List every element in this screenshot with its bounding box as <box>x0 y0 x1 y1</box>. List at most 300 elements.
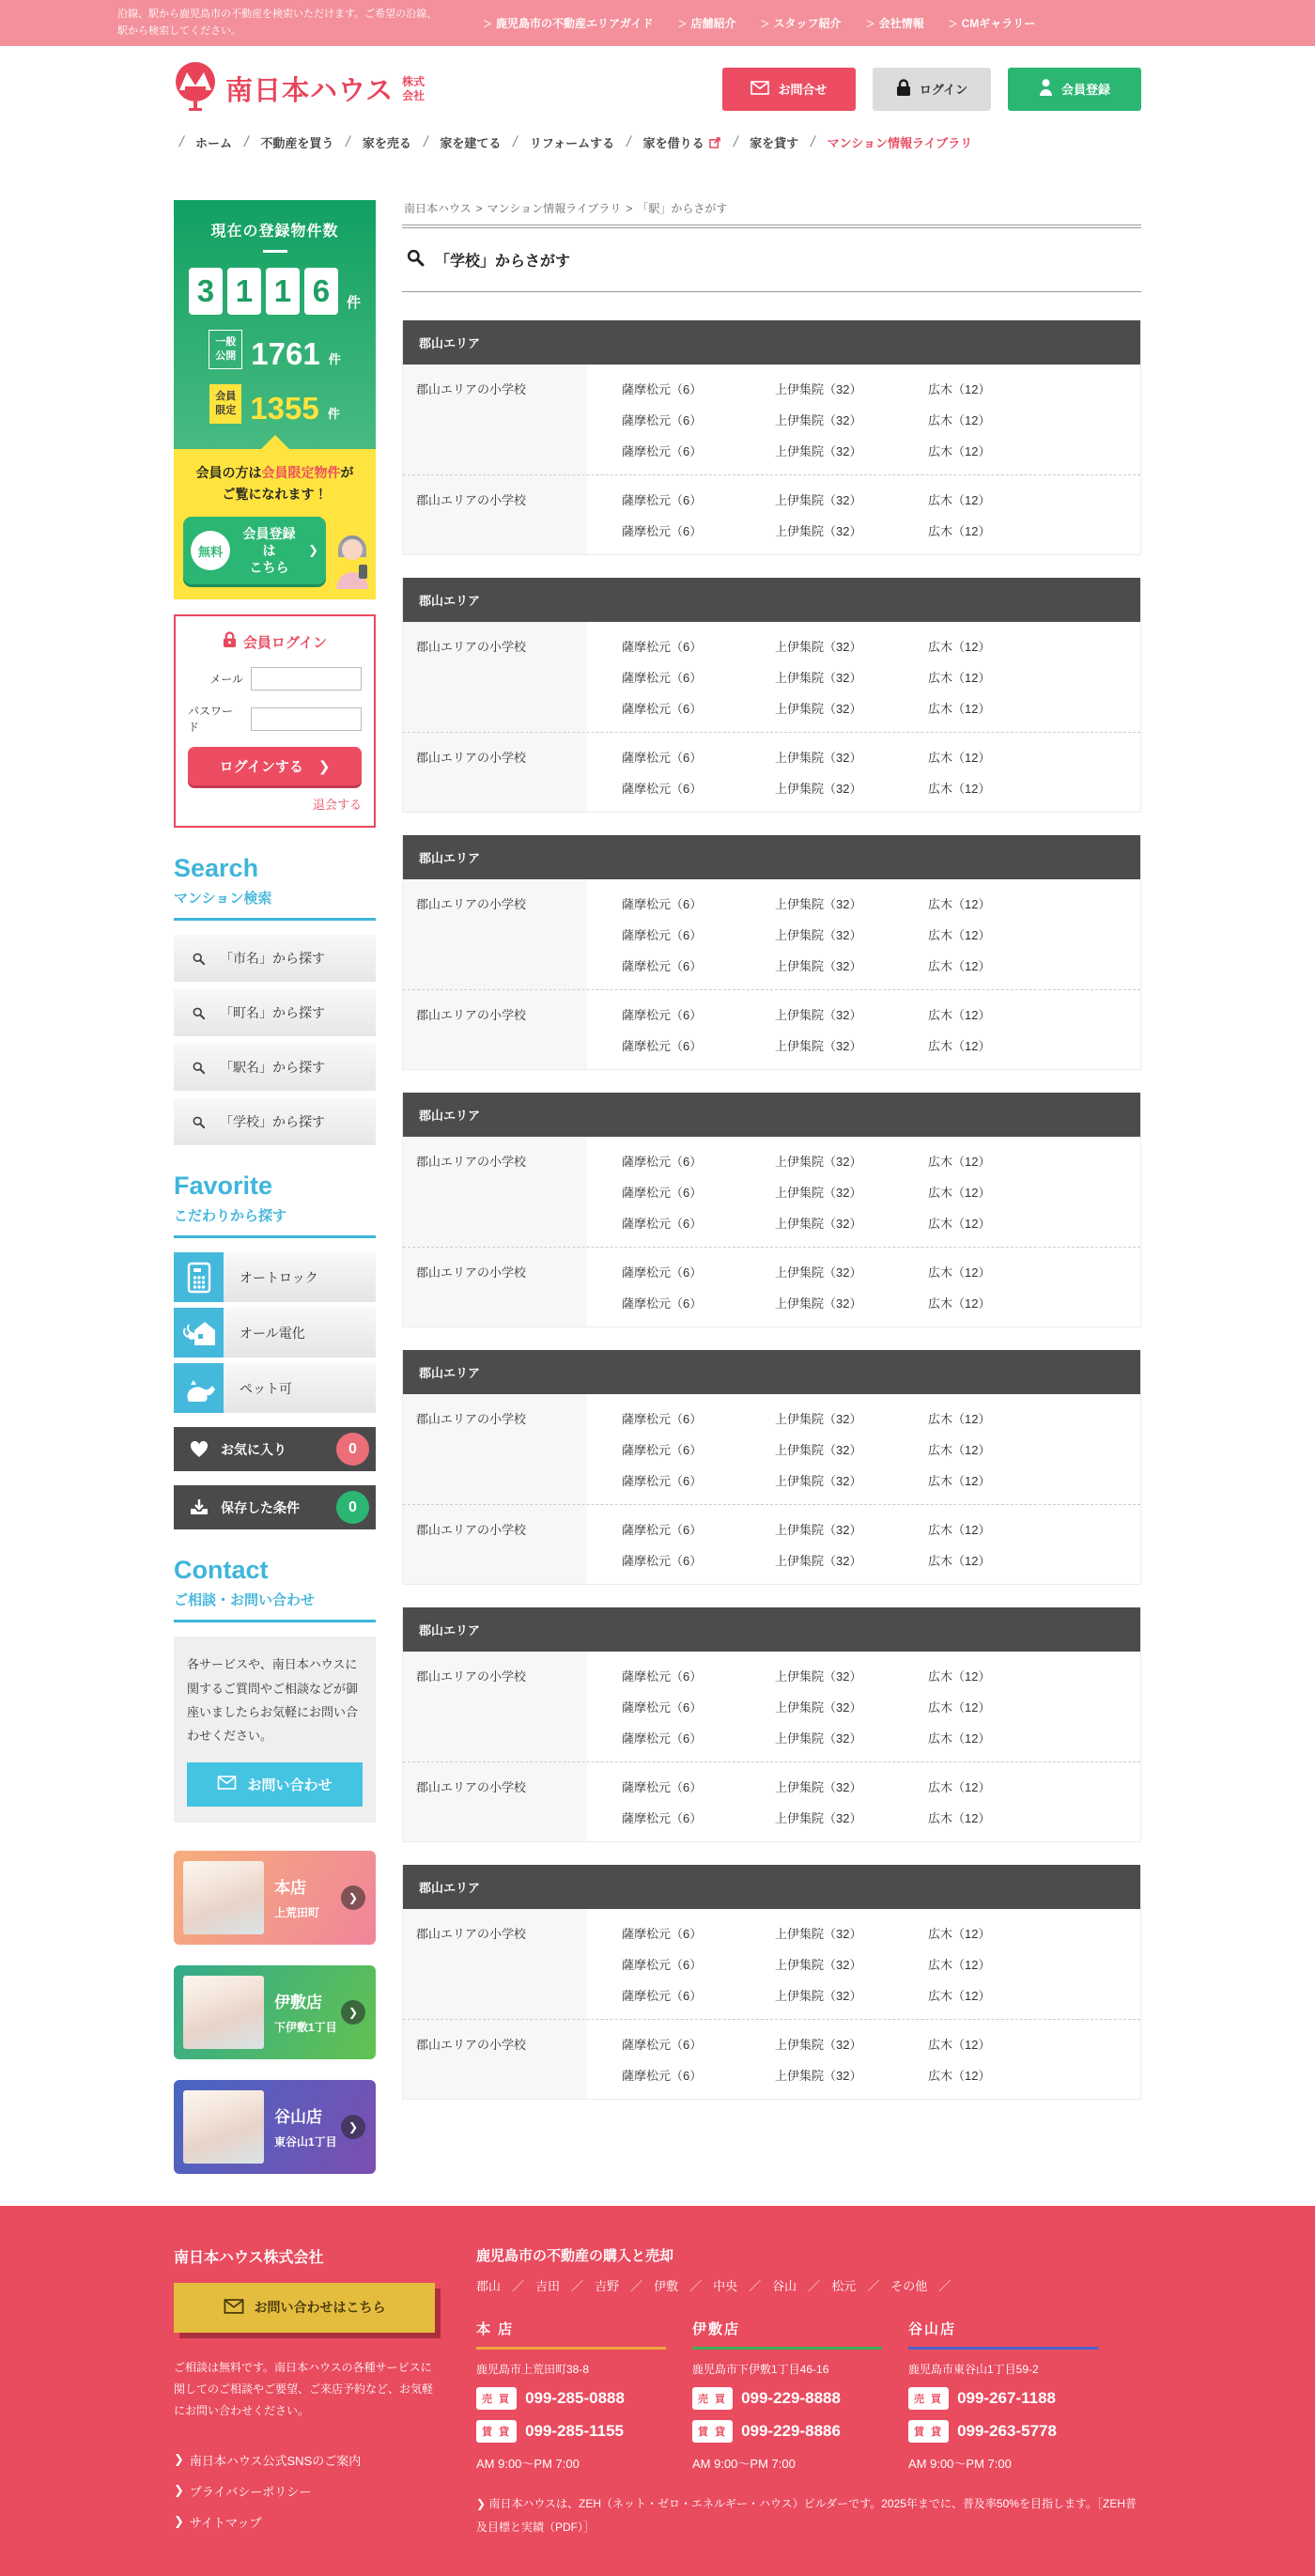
footer-area-link[interactable]: その他 <box>890 2278 928 2293</box>
school-link-row <box>622 692 1140 723</box>
footer-area-link[interactable]: 中央 <box>713 2278 738 2293</box>
header-contact-label: お問合せ <box>778 83 828 98</box>
school-link[interactable]: 上伊集院（32） <box>775 2069 862 2084</box>
school-link[interactable]: 薩摩松元（6） <box>622 1811 703 1826</box>
school-link[interactable]: 上伊集院（32） <box>775 524 862 539</box>
school-link[interactable]: 薩摩松元（6） <box>622 928 703 943</box>
slash-divider: ／ <box>938 2278 951 2293</box>
footer-link[interactable]: ❯ 南日本ハウス公式SNSのご案内 <box>174 2452 362 2468</box>
school-link[interactable]: 広木（12） <box>928 959 991 974</box>
chevron-right-icon: ＞ <box>760 20 770 31</box>
school-link-row <box>622 2028 1140 2059</box>
member-count: 1355 <box>250 390 319 426</box>
chevron-right-icon: ❯ <box>341 2115 365 2139</box>
search-icon <box>192 1006 206 1020</box>
footer-store-hours: AM 9:00〜PM 7:00 <box>908 2456 1012 2471</box>
school-link-row <box>622 661 1140 692</box>
site-logo[interactable] <box>174 61 426 116</box>
school-link[interactable]: 薩摩松元（6） <box>622 1523 703 1538</box>
count-digit: 6 <box>304 268 338 315</box>
search-title-ja: マンション検索 <box>174 891 272 908</box>
footer-store-3 <box>908 2319 1098 2472</box>
school-link[interactable]: 広木（12） <box>928 1700 991 1715</box>
footer-note: ご相談は無料です。南日本ハウスの各種サービスに関してのご相談やご要望、ご来店予約など、お気軽にお問い合わせください。 <box>174 2360 434 2418</box>
nav-slash-divider: / <box>344 133 352 150</box>
rent-phone[interactable]: 099-229-8886 <box>741 2421 841 2440</box>
chevron-right-icon: ＞ <box>677 20 688 31</box>
header-login-label: ログイン <box>919 83 968 98</box>
school-link-row <box>622 1948 1140 1979</box>
school-group-label: 郡山エリアの小学校 <box>403 365 587 474</box>
school-link[interactable]: 薩摩松元（6） <box>622 702 703 717</box>
school-link[interactable]: 上伊集院（32） <box>775 1958 862 1973</box>
school-link[interactable]: 上伊集院（32） <box>775 444 862 459</box>
login-submit-button[interactable]: ログインする ❯ <box>188 747 362 785</box>
counter-button-2[interactable]: 保存した条件 0 <box>174 1485 376 1529</box>
school-link[interactable]: 薩摩松元（6） <box>622 1265 703 1280</box>
school-link[interactable]: 広木（12） <box>928 1186 991 1201</box>
sale-phone[interactable]: 099-229-8888 <box>741 2388 841 2407</box>
footer-store-address: 鹿児島市下伊敷1丁目46-16 <box>692 2362 829 2376</box>
school-link-row <box>622 2059 1140 2090</box>
school-link-row <box>622 1802 1140 1833</box>
school-link[interactable]: 薩摩松元（6） <box>622 1217 703 1232</box>
chevron-right-icon: ＞ <box>483 20 492 31</box>
school-link-row <box>622 1691 1140 1722</box>
school-link-row <box>622 950 1140 981</box>
school-link-row <box>622 1979 1140 2010</box>
school-group <box>403 1247 1140 1327</box>
feature-button-3[interactable]: ペット可 <box>174 1363 376 1413</box>
nav-slash-divider: / <box>625 133 633 150</box>
slash-divider: ／ <box>571 2278 584 2293</box>
footer-area-links <box>476 2276 1141 2294</box>
breadcrumb-item[interactable]: 南日本ハウス <box>404 202 472 216</box>
breadcrumb-item[interactable]: 「駅」からさがす <box>637 202 728 216</box>
school-link[interactable]: 上伊集院（32） <box>775 897 862 912</box>
slash-divider: ／ <box>512 2278 525 2293</box>
feature-button-2[interactable]: オール電化 <box>174 1308 376 1358</box>
school-link[interactable]: 上伊集院（32） <box>775 1186 862 1201</box>
topbar-link[interactable]: ＞ 鹿児島市の不動産エリアガイド <box>483 17 654 31</box>
school-group <box>403 2019 1140 2099</box>
school-link[interactable]: 広木（12） <box>928 1296 991 1311</box>
school-link[interactable]: 薩摩松元（6） <box>622 751 703 766</box>
slash-divider: ／ <box>808 2278 821 2293</box>
store-card-1[interactable] <box>174 1851 376 1945</box>
school-link[interactable]: 広木（12） <box>928 1474 991 1489</box>
school-link[interactable]: 広木（12） <box>928 897 991 912</box>
school-group-label: 郡山エリアの小学校 <box>403 1248 587 1327</box>
school-group-label: 郡山エリアの小学校 <box>403 1394 587 1504</box>
school-link-row <box>622 373 1140 404</box>
footer <box>0 2206 1315 2576</box>
school-link[interactable]: 広木（12） <box>928 524 991 539</box>
school-link[interactable]: 広木（12） <box>928 1811 991 1826</box>
person-icon <box>1039 79 1053 99</box>
school-link-row <box>622 1513 1140 1544</box>
school-link[interactable]: 広木（12） <box>928 1731 991 1746</box>
email-field[interactable] <box>251 667 362 691</box>
school-group-label: 郡山エリアの小学校 <box>403 1909 587 2019</box>
search-icon <box>406 248 425 272</box>
contact-title-ja: ご相談・お問い合わせ <box>174 1592 316 1609</box>
school-link[interactable]: 上伊集院（32） <box>775 493 862 508</box>
school-link[interactable]: 広木（12） <box>928 1958 991 1973</box>
school-link[interactable]: 薩摩松元（6） <box>622 1731 703 1746</box>
school-link[interactable]: 広木（12） <box>928 1669 991 1684</box>
store-card-3[interactable] <box>174 2080 376 2174</box>
counter-button-1[interactable]: お気に入り 0 <box>174 1427 376 1471</box>
school-group <box>403 732 1140 812</box>
school-link[interactable]: 上伊集院（32） <box>775 1265 862 1280</box>
member-promo-text: 会員の方は会員限定物件が ご覧になれます！ <box>195 464 354 502</box>
school-link[interactable]: 薩摩松元（6） <box>622 1296 703 1311</box>
school-link[interactable]: 上伊集院（32） <box>775 1780 862 1795</box>
school-link-row <box>622 1465 1140 1496</box>
school-link-row <box>622 404 1140 435</box>
school-link[interactable]: 薩摩松元（6） <box>622 959 703 974</box>
footer-store-1 <box>476 2319 666 2472</box>
school-link[interactable]: 薩摩松元（6） <box>622 1412 703 1427</box>
school-link[interactable]: 薩摩松元（6） <box>622 1554 703 1569</box>
footer-area-link[interactable]: 谷山 <box>772 2278 797 2293</box>
nav-item-7[interactable]: 家を貸す <box>750 136 799 151</box>
school-group-label: 郡山エリアの小学校 <box>403 733 587 812</box>
breadcrumb-item[interactable]: マンション情報ライブラリ <box>487 202 622 216</box>
topbar-link[interactable]: ＞ スタッフ紹介 <box>760 17 842 31</box>
store-photo <box>183 1976 264 2049</box>
school-link[interactable]: 広木（12） <box>928 1039 991 1054</box>
school-link[interactable]: 広木（12） <box>928 1780 991 1795</box>
school-link[interactable]: 上伊集院（32） <box>775 1008 862 1023</box>
area-section-title: 郡山エリア <box>403 1350 1140 1394</box>
nav-item-2[interactable]: 不動産を買う <box>260 136 334 151</box>
header-register-button[interactable] <box>1008 68 1141 111</box>
topbar-link[interactable]: ＞ CMギャラリー <box>948 17 1036 31</box>
footer-contact-button[interactable]: お問い合わせはこちら <box>174 2283 435 2333</box>
school-group-label: 郡山エリアの小学校 <box>403 1505 587 1584</box>
school-link[interactable]: 上伊集院（32） <box>775 751 862 766</box>
footer-area-link[interactable]: 吉野 <box>595 2278 620 2293</box>
school-link[interactable]: 上伊集院（32） <box>775 1217 862 1232</box>
school-link[interactable]: 広木（12） <box>928 382 991 397</box>
school-link[interactable]: 広木（12） <box>928 751 991 766</box>
school-link[interactable]: 薩摩松元（6） <box>622 1927 703 1942</box>
breadcrumb <box>402 200 1141 225</box>
school-link-row <box>622 1145 1140 1176</box>
school-link-row <box>622 435 1140 466</box>
slash-divider: ／ <box>749 2278 762 2293</box>
free-badge: 無料 <box>191 531 230 570</box>
search-by-button-4[interactable]: 「学校」から探す <box>174 1098 376 1145</box>
nav-item-5[interactable]: リフォームする <box>529 136 615 151</box>
main-content <box>402 200 1141 2122</box>
school-link[interactable]: 薩摩松元（6） <box>622 524 703 539</box>
zeh-note: ❯ 南日本ハウスは、ZEH（ネット・ゼロ・エネルギー・ハウス）ビルダーです。2025年までに、普及率50%を目指します。［ZEH普及目標と実績（PDF）］ <box>476 2496 1137 2534</box>
school-link[interactable]: 広木（12） <box>928 1554 991 1569</box>
school-group-label: 郡山エリアの小学校 <box>403 990 587 1069</box>
school-link[interactable]: 薩摩松元（6） <box>622 1700 703 1715</box>
slash-divider: ／ <box>630 2278 643 2293</box>
envelope-icon <box>217 1776 237 1793</box>
sidebar-contact-button[interactable]: お問い合わせ <box>187 1762 363 1807</box>
slash-divider: ／ <box>867 2278 880 2293</box>
area-section-2 <box>402 578 1141 813</box>
withdraw-link[interactable]: 退会する <box>312 798 362 813</box>
password-field[interactable] <box>251 707 362 731</box>
school-link[interactable]: 広木（12） <box>928 1443 991 1458</box>
nav-slash-divider: / <box>731 133 740 150</box>
school-link[interactable]: 広木（12） <box>928 782 991 797</box>
school-link[interactable]: 上伊集院（32） <box>775 671 862 686</box>
rent-badge: 賃 貸 <box>476 2420 517 2443</box>
search-by-button-2[interactable]: 「町名」から探す <box>174 989 376 1036</box>
footer-area-link[interactable]: 松元 <box>831 2278 857 2293</box>
school-link[interactable]: 広木（12） <box>928 928 991 943</box>
nav-item-8[interactable]: マンション情報ライブラリ <box>827 136 973 151</box>
school-link[interactable]: 上伊集院（32） <box>775 1927 862 1942</box>
feature-button-1[interactable]: オートロック <box>174 1252 376 1302</box>
school-link-row <box>622 741 1140 772</box>
member-register-button[interactable] <box>183 517 326 585</box>
school-link[interactable]: 上伊集院（32） <box>775 1523 862 1538</box>
school-group <box>403 1137 1140 1247</box>
slash-divider: ／ <box>689 2278 703 2293</box>
school-link-row <box>622 1256 1140 1287</box>
school-link[interactable]: 広木（12） <box>928 1217 991 1232</box>
count-digit: 1 <box>227 268 261 315</box>
school-link-row <box>622 1287 1140 1318</box>
header-register-label: 会員登録 <box>1060 83 1110 98</box>
count-digit: 1 <box>266 268 300 315</box>
topbar <box>0 0 1315 46</box>
school-link[interactable]: 上伊集院（32） <box>775 1039 862 1054</box>
school-link[interactable]: 薩摩松元（6） <box>622 1443 703 1458</box>
school-link[interactable]: 上伊集院（32） <box>775 1669 862 1684</box>
contact-title-en: Contact <box>174 1556 269 1585</box>
rent-badge: 賃 貸 <box>692 2420 733 2443</box>
school-link[interactable]: 薩摩松元（6） <box>622 640 703 655</box>
search-icon <box>192 1061 206 1075</box>
school-link[interactable]: 広木（12） <box>928 640 991 655</box>
school-link[interactable]: 上伊集院（32） <box>775 382 862 397</box>
school-link[interactable]: 上伊集院（32） <box>775 928 862 943</box>
school-link[interactable]: 薩摩松元（6） <box>622 444 703 459</box>
rent-phone[interactable]: 099-285-1155 <box>525 2421 624 2440</box>
lock-icon <box>223 631 237 652</box>
school-link[interactable]: 薩摩松元（6） <box>622 1039 703 1054</box>
school-link[interactable]: 広木（12） <box>928 1989 991 2004</box>
school-link[interactable]: 広木（12） <box>928 413 991 428</box>
count-badge: 0 <box>336 1433 369 1466</box>
email-label: メール <box>209 673 243 687</box>
search-by-button-1[interactable]: 「市名」から探す <box>174 935 376 982</box>
school-link-row <box>622 630 1140 661</box>
school-link[interactable]: 上伊集院（32） <box>775 413 862 428</box>
unit-label: 件 <box>328 351 341 366</box>
school-link[interactable]: 薩摩松元（6） <box>622 2069 703 2084</box>
area-section-4 <box>402 1093 1141 1327</box>
school-link[interactable]: 上伊集院（32） <box>775 1554 862 1569</box>
chevron-right-icon: ❯ <box>308 543 318 558</box>
chevron-right-icon: ❯ <box>174 2514 184 2529</box>
school-link[interactable]: 広木（12） <box>928 1412 991 1427</box>
area-section-title: 郡山エリア <box>403 320 1140 365</box>
school-link[interactable]: 広木（12） <box>928 1008 991 1023</box>
divider <box>263 250 287 253</box>
footer-area-link[interactable]: 伊敷 <box>654 2278 679 2293</box>
member-badge: 会員 限定 <box>209 384 241 424</box>
nav-slash-divider: / <box>422 133 430 150</box>
school-link[interactable]: 薩摩松元（6） <box>622 2038 703 2053</box>
school-link[interactable]: 上伊集院（32） <box>775 1155 862 1170</box>
nav-item-1[interactable]: ホーム <box>194 136 232 151</box>
woman-with-phone-illustration <box>331 531 374 594</box>
chevron-right-icon: ＞ <box>865 20 875 31</box>
school-group <box>403 1909 1140 2019</box>
chevron-right-icon: ❯ <box>317 758 331 775</box>
sale-phone[interactable]: 099-267-1188 <box>957 2388 1056 2407</box>
school-link[interactable]: 薩摩松元（6） <box>622 1669 703 1684</box>
school-link[interactable]: 広木（12） <box>928 1927 991 1942</box>
school-link[interactable]: 上伊集院（32） <box>775 1474 862 1489</box>
nav-item-4[interactable]: 家を建てる <box>440 136 502 151</box>
school-link[interactable]: 薩摩松元（6） <box>622 897 703 912</box>
total-count <box>185 268 364 315</box>
school-link-row <box>622 1176 1140 1207</box>
school-link[interactable]: 上伊集院（32） <box>775 2038 862 2053</box>
school-link[interactable]: 薩摩松元（6） <box>622 1155 703 1170</box>
footer-links <box>174 2423 435 2544</box>
contact-section <box>174 1558 376 1822</box>
sale-phone[interactable]: 099-285-0888 <box>525 2388 625 2407</box>
topbar-link[interactable]: ＞ 店舗紹介 <box>677 17 736 31</box>
favorite-title-ja: こだわりから探す <box>174 1208 287 1225</box>
school-link[interactable]: 上伊集院（32） <box>775 1700 862 1715</box>
store-area: 上荒田町 <box>274 1906 320 1920</box>
school-link[interactable]: 薩摩松元（6） <box>622 413 703 428</box>
footer-link[interactable]: ❯ プライバシーポリシー <box>174 2483 312 2499</box>
school-link-row <box>622 1403 1140 1434</box>
school-link[interactable]: 広木（12） <box>928 702 991 717</box>
general-badge: 一般 公開 <box>209 330 242 369</box>
school-group <box>403 365 1140 474</box>
footer-area-link[interactable]: 郡山 <box>476 2278 502 2293</box>
contact-box <box>174 1637 376 1822</box>
school-link-row <box>622 1771 1140 1802</box>
rent-phone[interactable]: 099-263-5778 <box>957 2421 1057 2440</box>
school-link[interactable]: 広木（12） <box>928 2069 991 2084</box>
pet-icon <box>183 1374 215 1403</box>
area-section-7 <box>402 1865 1141 2100</box>
school-link[interactable]: 薩摩松元（6） <box>622 493 703 508</box>
school-link[interactable]: 薩摩松元（6） <box>622 1780 703 1795</box>
school-link-row <box>622 1030 1140 1061</box>
school-link[interactable]: 上伊集院（32） <box>775 1443 862 1458</box>
school-link[interactable]: 広木（12） <box>928 493 991 508</box>
school-link-row <box>622 484 1140 515</box>
school-group <box>403 622 1140 732</box>
count-widget-title: 現在の登録物件数 <box>210 224 339 241</box>
school-link[interactable]: 上伊集院（32） <box>775 959 862 974</box>
area-section-title: 郡山エリア <box>403 1607 1140 1652</box>
header-contact-button[interactable] <box>722 68 856 111</box>
all-electric-icon <box>183 1319 215 1347</box>
footer-link[interactable]: ❯ サイトマップ <box>174 2514 262 2530</box>
school-link[interactable]: 広木（12） <box>928 1523 991 1538</box>
count-badge: 0 <box>336 1491 369 1524</box>
school-link[interactable]: 広木（12） <box>928 444 991 459</box>
search-section <box>174 856 376 1145</box>
school-link[interactable]: 上伊集院（32） <box>775 782 862 797</box>
school-link-row <box>622 1544 1140 1575</box>
rent-badge: 賃 貸 <box>908 2420 949 2443</box>
topbar-link[interactable]: ＞ 会社情報 <box>865 17 924 31</box>
school-link[interactable]: 上伊集院（32） <box>775 1989 862 2004</box>
school-link[interactable]: 薩摩松元（6） <box>622 671 703 686</box>
school-group <box>403 474 1140 554</box>
store-name: 谷山店 <box>274 2108 322 2127</box>
school-link[interactable]: 薩摩松元（6） <box>622 1008 703 1023</box>
nav-item-6[interactable]: 家を借りる <box>643 133 721 151</box>
area-section-6 <box>402 1607 1141 1842</box>
heart-icon <box>190 1441 209 1458</box>
school-link[interactable]: 上伊集院（32） <box>775 1731 862 1746</box>
school-link[interactable]: 上伊集院（32） <box>775 1296 862 1311</box>
header-login-button[interactable] <box>873 68 991 111</box>
school-link-row <box>622 888 1140 919</box>
school-group-label: 郡山エリアの小学校 <box>403 879 587 989</box>
school-link[interactable]: 薩摩松元（6） <box>622 1989 703 2004</box>
school-link[interactable]: 上伊集院（32） <box>775 640 862 655</box>
school-link-row <box>622 1917 1140 1948</box>
school-group <box>403 1652 1140 1761</box>
area-section-title: 郡山エリア <box>403 578 1140 622</box>
nav-slash-divider: / <box>242 133 251 150</box>
school-link[interactable]: 広木（12） <box>928 2038 991 2053</box>
school-link[interactable]: 薩摩松元（6） <box>622 782 703 797</box>
school-group <box>403 1761 1140 1841</box>
search-by-button-3[interactable]: 「駅名」から探す <box>174 1044 376 1091</box>
school-link[interactable]: 上伊集院（32） <box>775 1412 862 1427</box>
school-link[interactable]: 薩摩松元（6） <box>622 1474 703 1489</box>
topbar-note: 沿線、駅から鹿児島市の不動産を検索いただけます。ご希望の沿線、駅から検索してください。 <box>117 8 438 37</box>
envelope-icon <box>750 81 769 98</box>
school-link-row <box>622 1207 1140 1238</box>
nav-item-3[interactable]: 家を売る <box>362 136 411 151</box>
footer-store-address: 鹿児島市東谷山1丁目59-2 <box>908 2362 1039 2376</box>
store-card-2[interactable] <box>174 1965 376 2059</box>
school-link[interactable]: 上伊集院（32） <box>775 1811 862 1826</box>
area-section-title: 郡山エリア <box>403 835 1140 879</box>
chevron-right-icon: ❯ <box>174 2452 184 2467</box>
footer-area-link[interactable]: 吉田 <box>535 2278 561 2293</box>
autolock-icon <box>185 1262 213 1294</box>
school-link[interactable]: 広木（12） <box>928 1155 991 1170</box>
school-link[interactable]: 薩摩松元（6） <box>622 1186 703 1201</box>
school-link[interactable]: 広木（12） <box>928 1265 991 1280</box>
password-label: パスワード <box>188 705 234 735</box>
school-link[interactable]: 広木（12） <box>928 671 991 686</box>
school-link[interactable]: 薩摩松元（6） <box>622 1958 703 1973</box>
store-name: 本店 <box>274 1879 306 1898</box>
school-link[interactable]: 上伊集院（32） <box>775 702 862 717</box>
school-link[interactable]: 薩摩松元（6） <box>622 382 703 397</box>
store-name: 伊敷店 <box>274 1994 322 2012</box>
search-icon <box>192 952 206 966</box>
logo-icon <box>174 61 217 116</box>
